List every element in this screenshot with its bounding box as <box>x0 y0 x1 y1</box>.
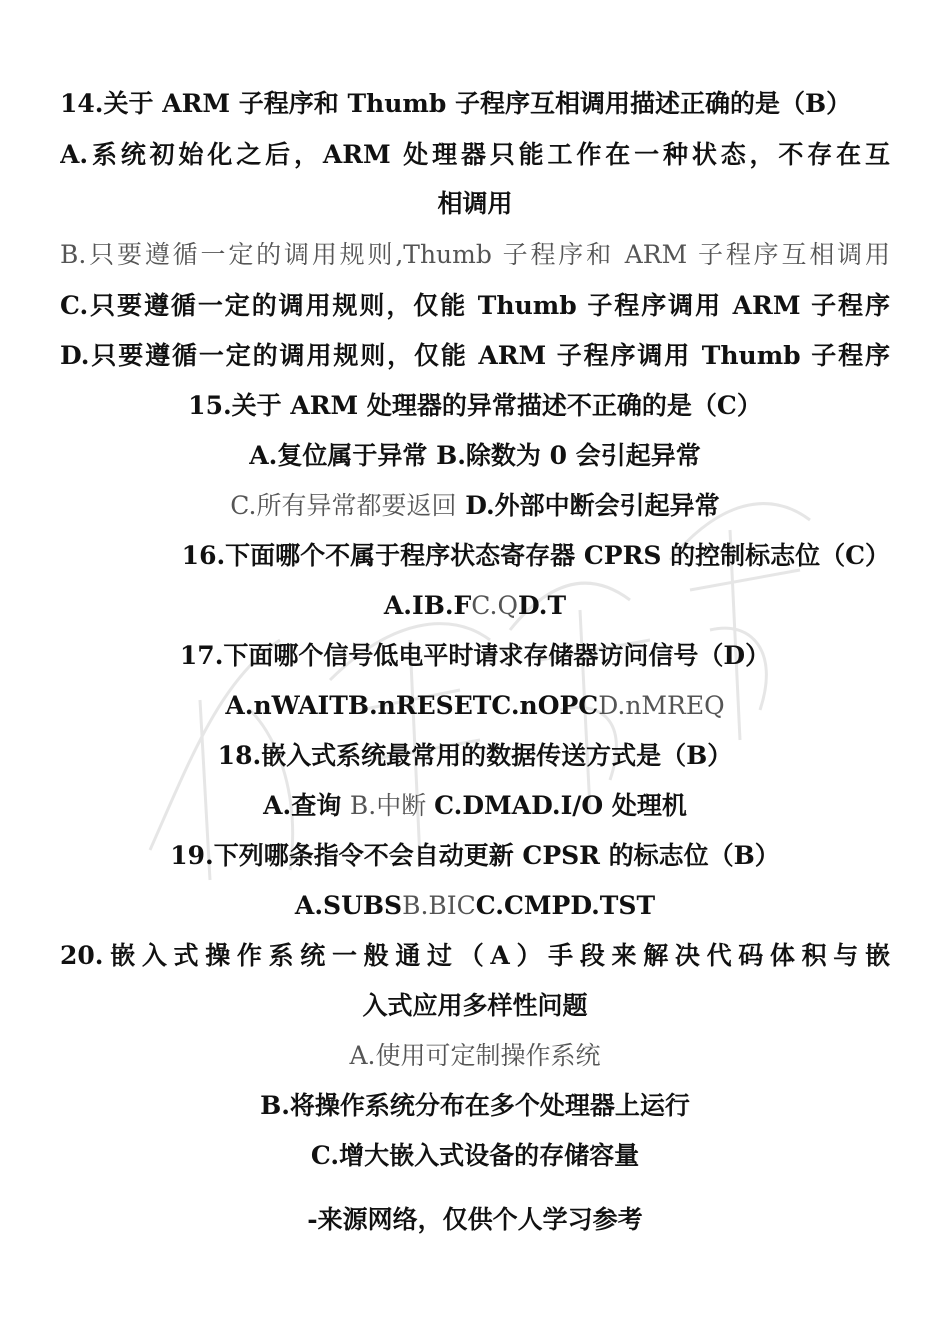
question-18-option-b: B.中断 <box>349 791 435 820</box>
question-14-option-d: D.只要遵循一定的调用规则，仅能 ARM 子程序调用 Thumb 子程序 <box>60 341 890 370</box>
question-16-option-c: C.Q <box>471 591 518 620</box>
question-18-stem: 18.嵌入式系统最常用的数据传送方式是（B） <box>217 741 733 770</box>
footer-source-note: -来源网络，仅供个人学习参考 <box>307 1205 643 1234</box>
question-17-option-d: D.nMREQ <box>598 691 725 720</box>
question-14-option-b: B.只要遵循一定的调用规则,Thumb 子程序和 ARM 子程序互相调用 <box>60 240 890 269</box>
question-18-option-cd: C.DMAD.I/O 处理机 <box>434 791 687 820</box>
question-16-option-d: D.T <box>517 591 567 620</box>
question-16-stem: 16.下面哪个不属于程序状态寄存器 CPRS 的控制标志位（C） <box>181 541 890 570</box>
question-19-option-b: B.BIC <box>402 891 476 920</box>
question-20-option-c: C.增大嵌入式设备的存储容量 <box>310 1141 640 1170</box>
question-20-stem-cont: 入式应用多样性问题 <box>362 991 588 1020</box>
question-18-option-a: A.查询 <box>263 791 350 820</box>
question-15-options-ab: A.复位属于异常 B.除数为 0 会引起异常 <box>249 441 701 470</box>
question-14-option-c: C.只要遵循一定的调用规则，仅能 Thumb 子程序调用 ARM 子程序 <box>60 291 890 320</box>
question-14-stem: 14.关于 ARM 子程序和 Thumb 子程序互相调用描述正确的是（B） <box>60 89 852 118</box>
question-20-stem: 20.嵌入式操作系统一般通过（A）手段来解决代码体积与嵌 <box>60 941 890 970</box>
question-19-option-cd: C.CMPD.TST <box>475 891 656 920</box>
question-16-options <box>60 582 890 630</box>
question-15-stem: 15.关于 ARM 处理器的异常描述不正确的是（C） <box>188 391 762 420</box>
question-19-options <box>60 882 890 930</box>
question-20-option-b: B.将操作系统分布在多个处理器上运行 <box>260 1091 690 1120</box>
question-18-options <box>60 782 890 830</box>
question-15-options-cd <box>60 482 890 530</box>
question-19-stem: 19.下列哪条指令不会自动更新 CPSR 的标志位（B） <box>170 841 780 870</box>
question-17-stem: 17.下面哪个信号低电平时请求存储器访问信号（D） <box>179 641 771 670</box>
question-15-option-c: C.所有异常都要返回 <box>230 491 457 520</box>
question-19-option-a: A.SUBS <box>294 891 403 920</box>
question-17-option-abc: A.nWAITB.nRESETC.nOPC <box>225 691 599 720</box>
question-14-option-a: A.系统初始化之后，ARM 处理器只能工作在一种状态，不存在互 <box>60 140 890 169</box>
question-14-option-a-cont: 相调用 <box>437 189 513 218</box>
question-17-options <box>60 682 890 730</box>
question-16-option-ab: A.IB.F <box>383 591 472 620</box>
question-15-option-d: D.外部中断会引起异常 <box>456 491 720 520</box>
question-20-option-a: A.使用可定制操作系统 <box>349 1041 601 1070</box>
